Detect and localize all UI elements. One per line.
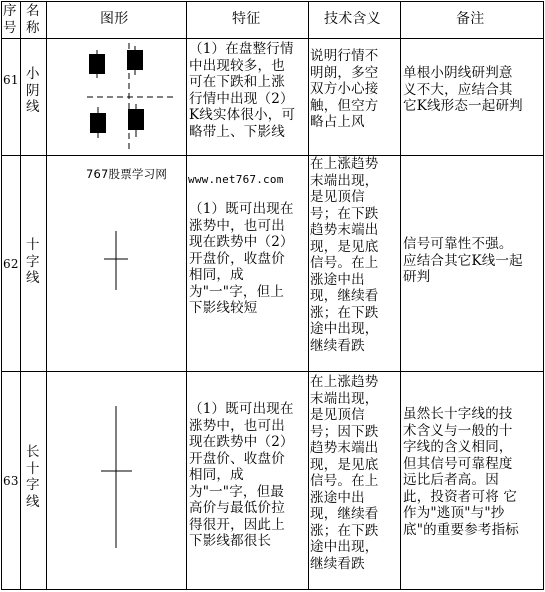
doji-cross-icon [47,156,186,371]
grid-line [1,1,544,2]
row-61-meaning: 说明行情不 明朗，多空 双方小心接 触，但空方 略占上风 [310,48,379,130]
feature-url: www.net767.com [188,173,284,186]
row-62-feature: （1）既可出现在 涨势中，也可出 现在跌势中（2） 开盘价，收盘价 相同，成 为"一"字，但上 下影线较短 [189,201,294,316]
header-seq: 序 号 [3,3,17,36]
grid-line [400,1,401,590]
row-62-seq: 62 [3,257,19,271]
figure-caption: 767股票学习网 [86,167,168,181]
long-legged-doji-icon [47,372,186,589]
row-62-name: 十 字 线 [26,237,40,286]
header-feature: 特征 [232,11,261,27]
row-61-name: 小 阴 线 [26,66,40,115]
header-name: 名 称 [26,3,40,36]
row-62-meaning: 在上涨趋势 末端出现， 是见顶信 号；在下跌 趋势末端出 现，是见底 信号。在上 涨途中出 现，继续看 涨；在下跌 途中出现， 继续看跌 [310,156,379,354]
small-bearish-candles-icon [47,39,186,155]
row-63-meaning: 在上涨趋势 末端出现， 是见顶信 号；因下跌 趋势末端出 现，是见底 信号。在上 涨途中出 现，继续看 涨；在下跌 途中出现， 继续看跌 [310,374,379,572]
grid-line [308,1,309,590]
row-61-feature: （1）在盘整行情 中出现较多，也 可在下跌和上涨 行情中出现（2） K线实体很小，可 略带上、下影线 [189,41,296,140]
header-remark: 备注 [456,11,485,27]
row-63-feature: （1）既可出现在 涨势中，也可出 现在跌势中（2） 开盘价、收盘价 相同，成 为"一"字，但最 高价与最低价拉 得很开，因此上 下影线都很长 [189,401,294,549]
grid-line [20,1,21,590]
header-figure: 图形 [100,11,129,27]
grid-line [543,1,544,590]
row-62-remark: 信号可靠性不强。 应结合其它K线一起 研判 [403,236,523,285]
grid-line [1,589,544,590]
row-63-name: 长 十 字 线 [26,444,40,510]
row-61-seq: 61 [3,73,19,87]
header-meaning: 技术含义 [324,11,381,27]
row-61-remark: 单根小阴线研判意 义不大，应结合其 它K线形态一起研判 [403,65,523,114]
row-63-remark: 虽然长十字线的技 术含义与一般的十 字线的含义相同， 但其信号可靠程度 远比后者高。因 此，投资者可将 它 作为"逃顶"与"抄 底"的重要参考指标 [403,406,520,538]
row-63-seq: 63 [3,474,19,488]
grid-line [186,1,187,590]
grid-line [1,1,2,590]
